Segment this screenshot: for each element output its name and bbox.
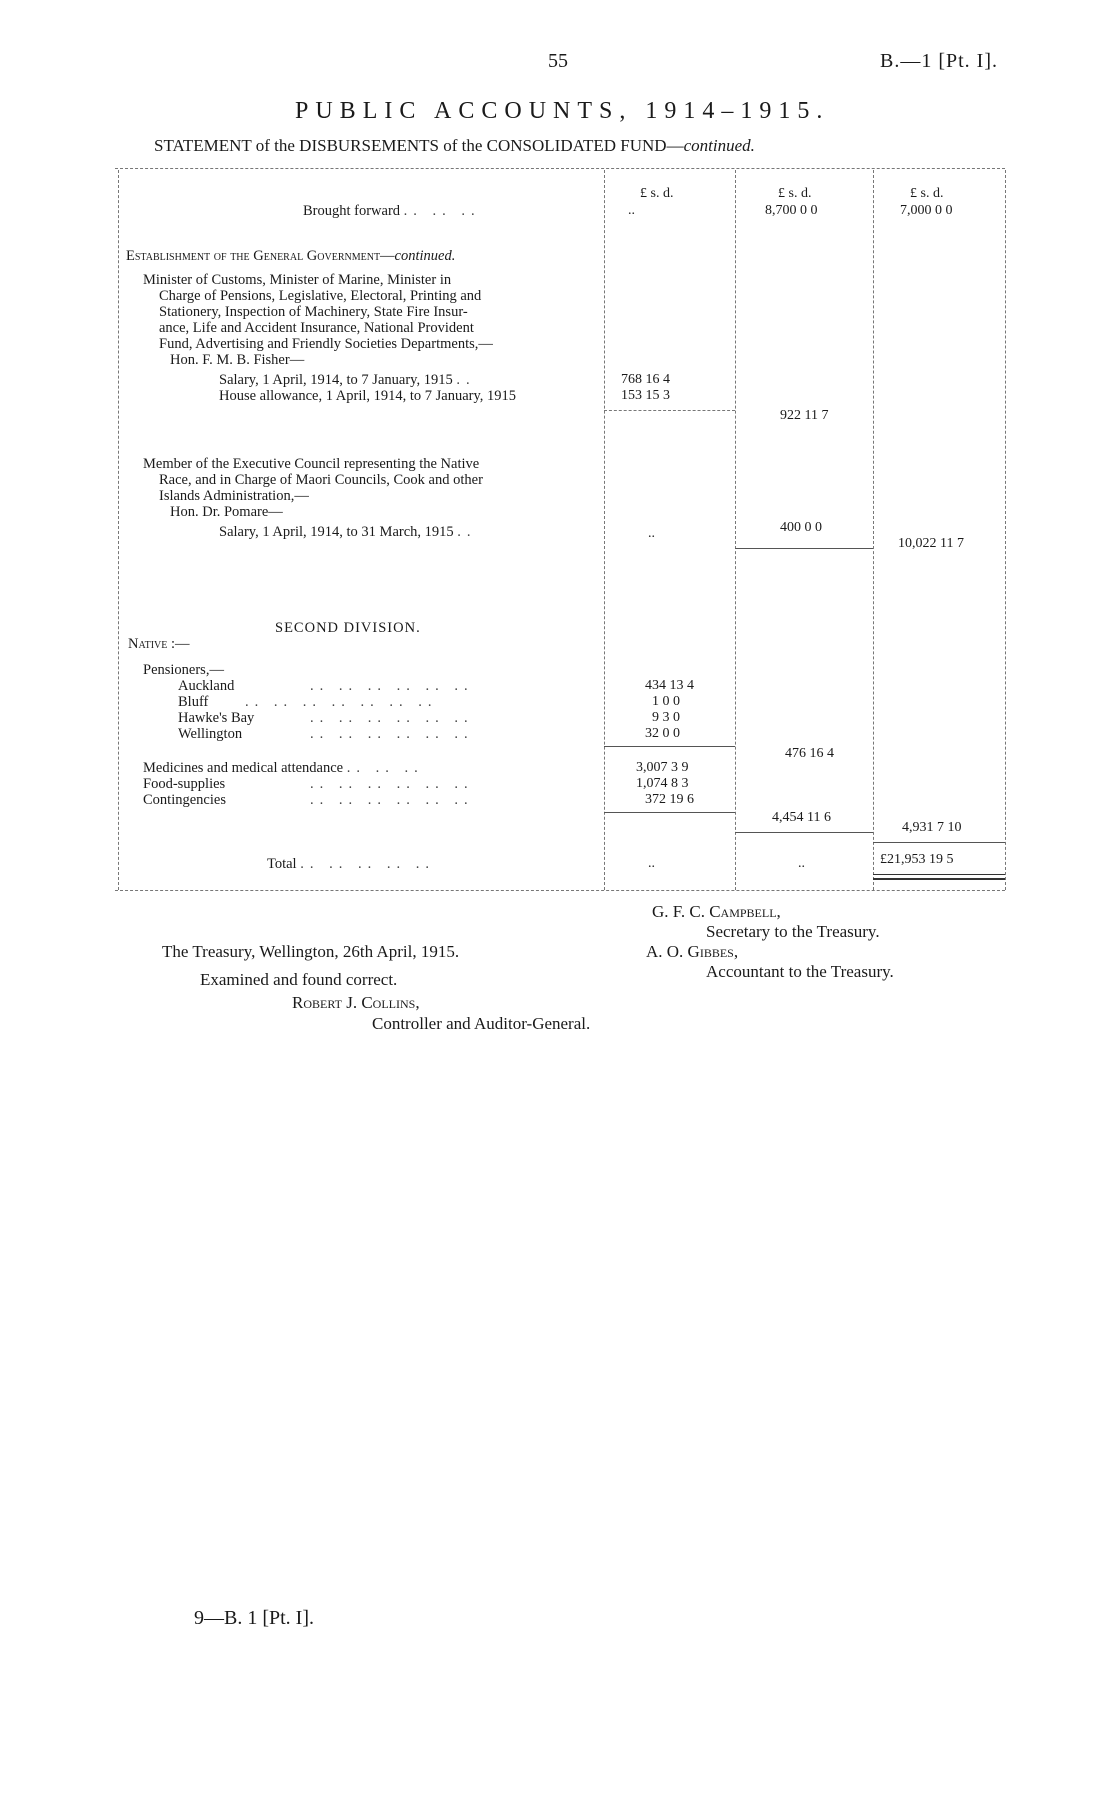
treasury-date-line: The Treasury, Wellington, 26th April, 1915.	[162, 942, 460, 961]
section-heading: Establishment of the General Government—continued.	[126, 248, 456, 264]
member-line-3: Islands Administration,—	[159, 488, 309, 504]
minister-salary-label: Salary, 1 April, 1914, to 7 January, 1915 ..	[219, 372, 476, 388]
medicines-label: Medicines and medical attendance .. .. ..	[143, 760, 424, 776]
pensioner-auckland-value: 434 13 4	[645, 678, 694, 693]
pensioner-bluff-label: Bluff	[178, 694, 209, 710]
medicines-value: 3,007 3 9	[636, 760, 689, 775]
campbell-title: Secretary to the Treasury.	[706, 922, 880, 941]
pensioners-subtotal-rule	[604, 746, 735, 747]
col3-header: £ s. d.	[910, 186, 944, 201]
pensioners-subtotal: 476 16 4	[785, 746, 834, 761]
member-line-2: Race, and in Charge of Maori Councils, Cook and other	[159, 472, 483, 488]
division-col3-rule	[873, 842, 1005, 843]
brought-forward-col3: 7,000 0 0	[900, 203, 953, 218]
food-supplies-leader: .. .. .. .. .. ..	[310, 776, 474, 792]
table-left-border	[118, 170, 119, 890]
contingencies-leader: .. .. .. .. .. ..	[310, 792, 474, 808]
col1-header: £ s. d.	[640, 186, 674, 201]
minister-line-5: Fund, Advertising and Friendly Societies Departments,—	[159, 336, 493, 352]
col1-divider	[604, 170, 605, 890]
page-title: PUBLIC ACCOUNTS, 1914–1915.	[295, 98, 830, 124]
minister-line-4: ance, Life and Accident Insurance, National Provident	[159, 320, 474, 336]
pensioner-wellington-label: Wellington	[178, 726, 243, 742]
total-col1: ..	[648, 856, 655, 871]
others-subtotal-rule	[604, 812, 735, 813]
col2-divider	[735, 170, 736, 890]
food-supplies-value: 1,074 8 3	[636, 776, 689, 791]
pensioner-auckland-leader: .. .. .. .. .. ..	[310, 678, 474, 694]
grand-total: £21,953 19 5	[880, 852, 954, 867]
minister-line-1: Minister of Customs, Minister of Marine, Minister in	[143, 272, 452, 288]
pensioner-hawkes-bay-value: 9 3 0	[652, 710, 680, 725]
collins-signature: Robert J. Collins,	[292, 993, 420, 1012]
subtitle-main: STATEMENT of the DISBURSEMENTS of the CONSOLIDATED FUND—	[154, 136, 684, 155]
pensioner-bluff-leader: .. .. .. .. .. .. ..	[245, 694, 438, 710]
minister-house-value: 153 15 3	[621, 388, 670, 403]
pensioner-hawkes-bay-label: Hawke's Bay	[178, 710, 255, 726]
member-line-1: Member of the Executive Council representing the Native	[143, 456, 480, 472]
pensioners-label: Pensioners,—	[143, 662, 224, 678]
campbell-signature: G. F. C. Campbell,	[652, 902, 781, 921]
native-label: Native :—	[128, 636, 190, 652]
brought-forward-col2: 8,700 0 0	[765, 203, 818, 218]
brought-forward-col1: ..	[628, 203, 635, 218]
gibbes-title: Accountant to the Treasury.	[706, 962, 894, 981]
grand-total-double-rule	[873, 874, 1005, 880]
member-col3-total: 10,022 11 7	[898, 536, 964, 551]
table-top-rule	[115, 168, 1005, 169]
col3-divider	[873, 170, 874, 890]
division-col2-rule	[735, 832, 873, 833]
member-col2-rule	[735, 548, 873, 549]
pensioner-wellington-leader: .. .. .. .. .. ..	[310, 726, 474, 742]
total-col2: ..	[798, 856, 805, 871]
minister-house-label: House allowance, 1 April, 1914, to 7 January, 1915	[219, 388, 517, 404]
member-salary-label: Salary, 1 April, 1914, to 31 March, 1915 ..	[219, 524, 477, 540]
food-supplies-label: Food-supplies	[143, 776, 226, 792]
pensioner-bluff-value: 1 0 0	[652, 694, 680, 709]
total-label: Total .. .. .. .. ..	[267, 856, 435, 872]
gibbes-signature: A. O. Gibbes,	[646, 942, 739, 961]
page-number: 55	[548, 50, 568, 72]
statement-subtitle	[154, 136, 755, 156]
document-reference: B.—1 [Pt. I].	[880, 50, 998, 72]
others-subtotal: 4,454 11 6	[772, 810, 831, 825]
pensioner-wellington-value: 32 0 0	[645, 726, 680, 741]
minister-line-2: Charge of Pensions, Legislative, Electoral, Printing and	[159, 288, 482, 304]
minister-subtotal-rule	[604, 410, 735, 411]
examined-line: Examined and found correct.	[200, 970, 398, 989]
member-col2: 400 0 0	[780, 520, 822, 535]
col2-header: £ s. d.	[778, 186, 812, 201]
collins-title: Controller and Auditor-General.	[372, 1014, 591, 1033]
pensioner-hawkes-bay-leader: .. .. .. .. .. ..	[310, 710, 474, 726]
minister-salary-value: 768 16 4	[621, 372, 670, 387]
table-bottom-rule	[115, 890, 1005, 891]
printer-signature-mark: 9—B. 1 [Pt. I].	[194, 1607, 314, 1629]
pensioner-auckland-label: Auckland	[178, 678, 235, 694]
minister-name: Hon. F. M. B. Fisher—	[170, 352, 305, 368]
second-division-total: 4,931 7 10	[902, 820, 962, 835]
contingencies-label: Contingencies	[143, 792, 226, 808]
member-name: Hon. Dr. Pomare—	[170, 504, 283, 520]
table-right-border	[1005, 170, 1006, 890]
minister-line-3: Stationery, Inspection of Machinery, State Fire Insur-	[159, 304, 468, 320]
member-col1: ..	[648, 526, 655, 541]
brought-forward-label: Brought forward .. .. ..	[303, 203, 481, 219]
contingencies-value: 372 19 6	[645, 792, 694, 807]
minister-subtotal: 922 11 7	[780, 408, 829, 423]
second-division-heading: SECOND DIVISION.	[275, 620, 421, 636]
subtitle-continued: continued.	[683, 136, 755, 155]
